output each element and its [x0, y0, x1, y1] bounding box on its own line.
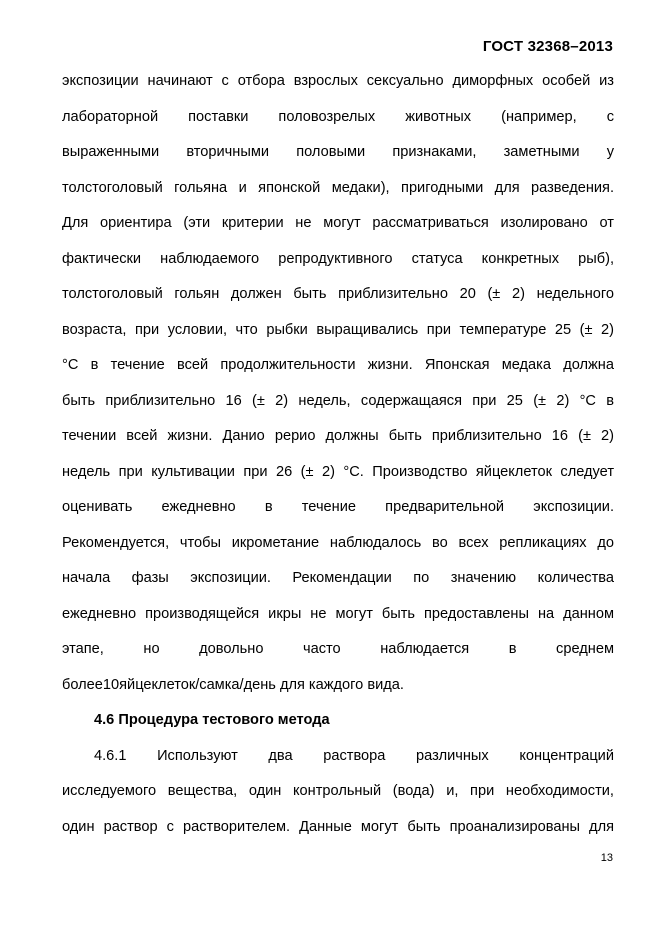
paragraph-exposure-selection	[62, 64, 614, 703]
text-line: толстоголовый гольян должен быть приблизительно 20 (± 2) недельного	[62, 286, 614, 302]
text-line: оценивать ежедневно в течение предварительной экспозиции.	[62, 499, 614, 515]
text-line: этапе, но довольно часто наблюдается в среднем	[62, 641, 614, 657]
section-heading: 4.6 Процедура тестового метода	[94, 712, 330, 728]
text-line: возраста, при условии, что рыбки выращивались при температуре 25 (± 2)	[62, 321, 614, 338]
text-line: начала фазы экспозиции. Рекомендации по значению количества	[62, 570, 614, 586]
text-line: один раствор с растворителем. Данные могут быть проанализированы для	[62, 818, 614, 835]
text-line: Для ориентира (эти критерии не могут рассматриваться изолировано от	[62, 215, 614, 231]
text-line: Рекомендуется, чтобы икрометание наблюдалось во всех репликациях до	[62, 534, 614, 551]
text-line: более10яйцеклеток/самка/день для каждого вида.	[62, 676, 404, 693]
text-line: исследуемого вещества, один контрольный (вода) и, при необходимости,	[62, 783, 614, 799]
document-body	[62, 64, 614, 845]
paragraph-test-procedure	[62, 739, 614, 846]
text-line: толстоголовый гольяна и японской медаки), пригодными для разведения.	[62, 179, 614, 196]
text-line: 4.6.1 Используют два раствора различных концентраций	[94, 747, 614, 764]
text-line: лабораторной поставки половозрелых животных (например, с	[62, 108, 614, 125]
document-header-code: ГОСТ 32368–2013	[482, 38, 613, 55]
text-line: течении всей жизни. Данио рерио должны быть приблизительно 16 (± 2)	[62, 428, 614, 444]
text-line: выраженными вторичными половыми признаками, заметными у	[62, 144, 614, 160]
text-line: ежедневно производящейся икры не могут быть предоставлены на данном	[62, 605, 614, 622]
page-number: 13	[600, 852, 613, 864]
text-line: °C в течение всей продолжительности жизни. Японская медака должна	[62, 357, 614, 373]
text-line: недель при культивации при 26 (± 2) °C. Производство яйцеклеток следует	[62, 463, 614, 480]
text-line: экспозиции начинают с отбора взрослых сексуально диморфных особей из	[62, 73, 614, 89]
text-line: быть приблизительно 16 (± 2) недель, содержащаяся при 25 (± 2) °C в	[62, 392, 614, 409]
text-line: фактически наблюдаемого репродуктивного статуса конкретных рыб),	[62, 250, 614, 267]
